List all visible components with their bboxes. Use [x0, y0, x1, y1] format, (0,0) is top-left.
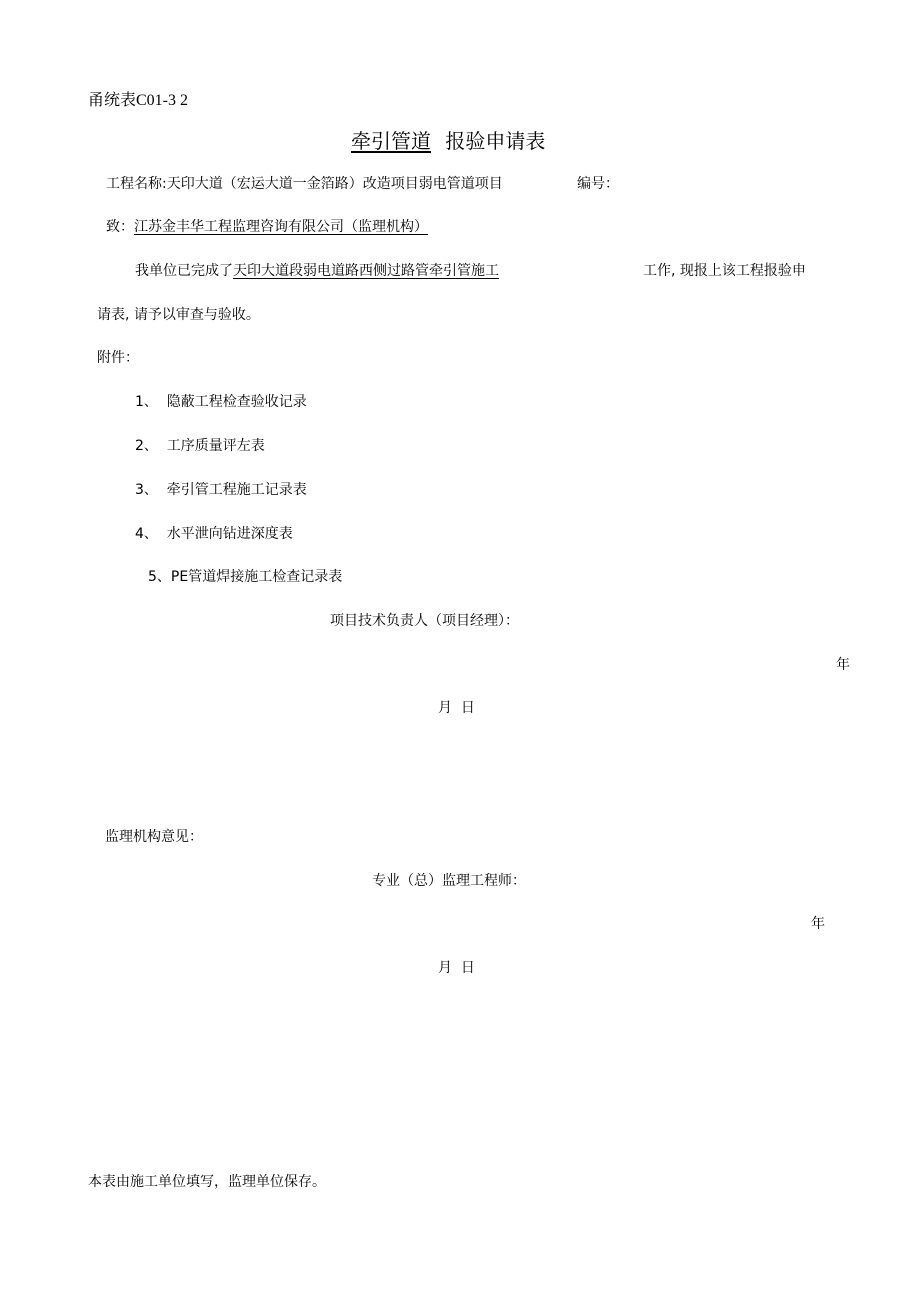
number-label: 编号：	[577, 176, 619, 192]
attachment-item: 2、 工序质量评左表	[135, 438, 265, 454]
supervisor-engineer-label: 专业（总）监理工程师：	[372, 873, 526, 889]
footer-note: 本表由施工单位填写，监理单位保存。	[88, 1174, 326, 1190]
body-line-2: 请表, 请予以审查与验收。	[97, 307, 260, 323]
contractor-month-day: 月 日	[438, 700, 475, 716]
title-underlined: 牵引管道	[351, 129, 431, 153]
project-name-value: 天印大道（宏运大道一金箔路）改造项目弱电管道项目	[166, 176, 503, 192]
attachment-item: 3、 牵引管工程施工记录表	[135, 482, 307, 498]
addressee-org: 江苏金丰华工程监理咨询有限公司（监理机构）	[134, 219, 428, 235]
page-title	[351, 131, 545, 151]
attachment-item: 5、PE管道焊接施工检查记录表	[148, 569, 343, 585]
supervisor-year: 年	[811, 916, 825, 932]
supervisor-month-day: 月 日	[438, 960, 475, 976]
body-after: 工作, 现报上该工程报验申	[643, 263, 806, 279]
project-name-label: 工程名称:	[106, 176, 167, 192]
supervisor-opinion-label: 监理机构意见：	[105, 829, 203, 845]
body-work: 天印大道段弱电道路西侧过路管牵引管施工	[233, 263, 499, 279]
contractor-year: 年	[836, 657, 850, 673]
body-line-1	[135, 264, 499, 278]
attachment-item: 1、 隐蔽工程检查验收记录	[135, 394, 307, 410]
form-code: 甬统表C01-3 2	[88, 92, 189, 109]
title-rest: 报验申请表	[445, 129, 546, 153]
addressee-prefix: 致：	[106, 219, 134, 235]
attachments-label: 附件：	[97, 350, 139, 366]
contractor-sign-label: 项目技术负责人（项目经理）：	[330, 613, 519, 629]
attachment-item: 4、 水平泄向钻进深度表	[135, 526, 293, 542]
addressee-row	[106, 220, 428, 234]
project-name-row	[106, 177, 503, 191]
body-lead: 我单位已完成了	[135, 263, 233, 279]
